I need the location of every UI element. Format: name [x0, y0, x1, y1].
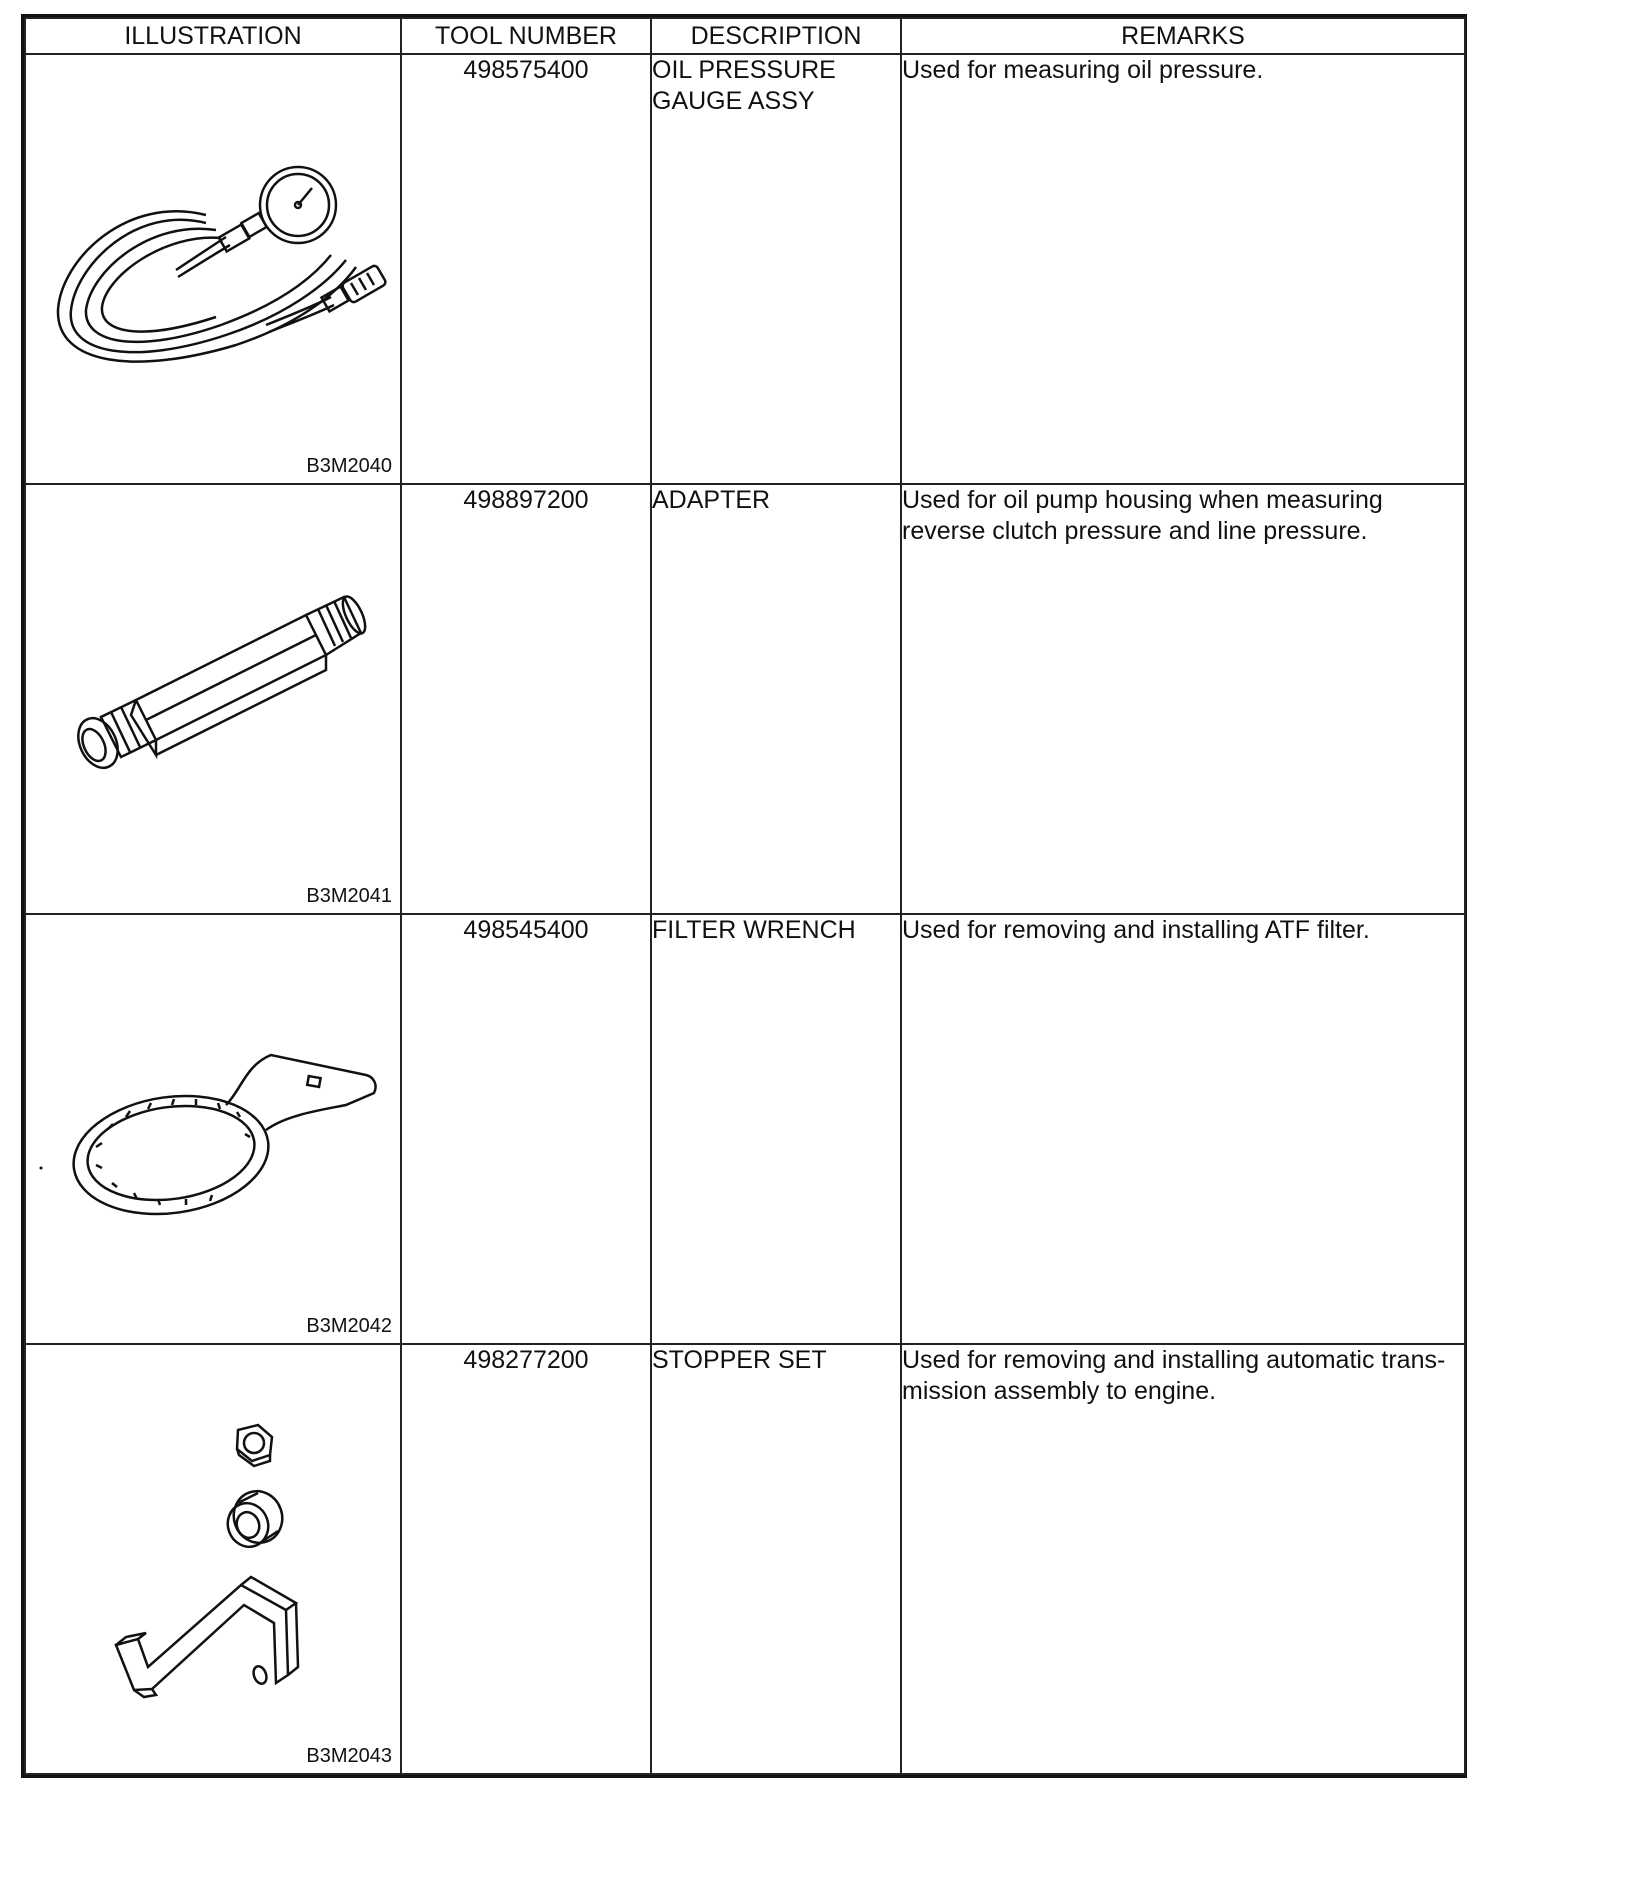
remarks-line: Used for measuring oil pressure. [902, 56, 1264, 84]
description-line: GAUGE ASSY [652, 87, 815, 115]
illustration-cell [25, 1344, 401, 1774]
figure-code: B3M2043 [306, 1745, 392, 1767]
remarks-line: reverse clutch pressure and line pressure. [902, 517, 1368, 545]
illustration-cell [25, 914, 401, 1344]
figure-code: B3M2041 [306, 885, 392, 907]
remarks-cell [901, 484, 1465, 914]
description-cell [651, 54, 901, 484]
header-remarks: REMARKS [901, 18, 1465, 54]
tool-number-cell: 498897200 [401, 484, 651, 914]
table-row [25, 1344, 1465, 1774]
tool-number-cell: 498277200 [401, 1344, 651, 1774]
table-row [25, 914, 1465, 1344]
special-tools-table-sheet [21, 14, 1467, 1778]
description-cell [651, 914, 901, 1344]
figure-code: B3M2042 [306, 1315, 392, 1337]
description-line: ADAPTER [652, 486, 771, 514]
remarks-cell [901, 54, 1465, 484]
illustration-cell [25, 484, 401, 914]
tool-number-cell: 498545400 [401, 914, 651, 1344]
illustration-cell [25, 54, 401, 484]
stopper-set-illustration [26, 1345, 402, 1773]
special-tools-table [24, 17, 1466, 1775]
figure-code: B3M2040 [306, 455, 392, 477]
oil-pressure-gauge-illustration [26, 55, 402, 483]
description-line: STOPPER SET [652, 1346, 827, 1374]
remarks-cell [901, 914, 1465, 1344]
table-row [25, 484, 1465, 914]
table-row [25, 54, 1465, 484]
description-line: FILTER WRENCH [652, 916, 856, 944]
remarks-cell [901, 1344, 1465, 1774]
remarks-line: Used for oil pump housing when measuring [902, 486, 1383, 514]
description-cell [651, 484, 901, 914]
remarks-line: Used for removing and installing ATF filter. [902, 916, 1370, 944]
remarks-line: Used for removing and installing automatic trans- [902, 1346, 1446, 1374]
filter-wrench-illustration [26, 915, 402, 1343]
header-tool-number: TOOL NUMBER [401, 18, 651, 54]
description-cell [651, 1344, 901, 1774]
tool-number-cell: 498575400 [401, 54, 651, 484]
adapter-illustration [26, 485, 402, 913]
header-description: DESCRIPTION [651, 18, 901, 54]
header-row [25, 18, 1465, 54]
remarks-line: mission assembly to engine. [902, 1377, 1217, 1405]
description-line: OIL PRESSURE [652, 56, 836, 84]
header-illustration: ILLUSTRATION [25, 18, 401, 54]
